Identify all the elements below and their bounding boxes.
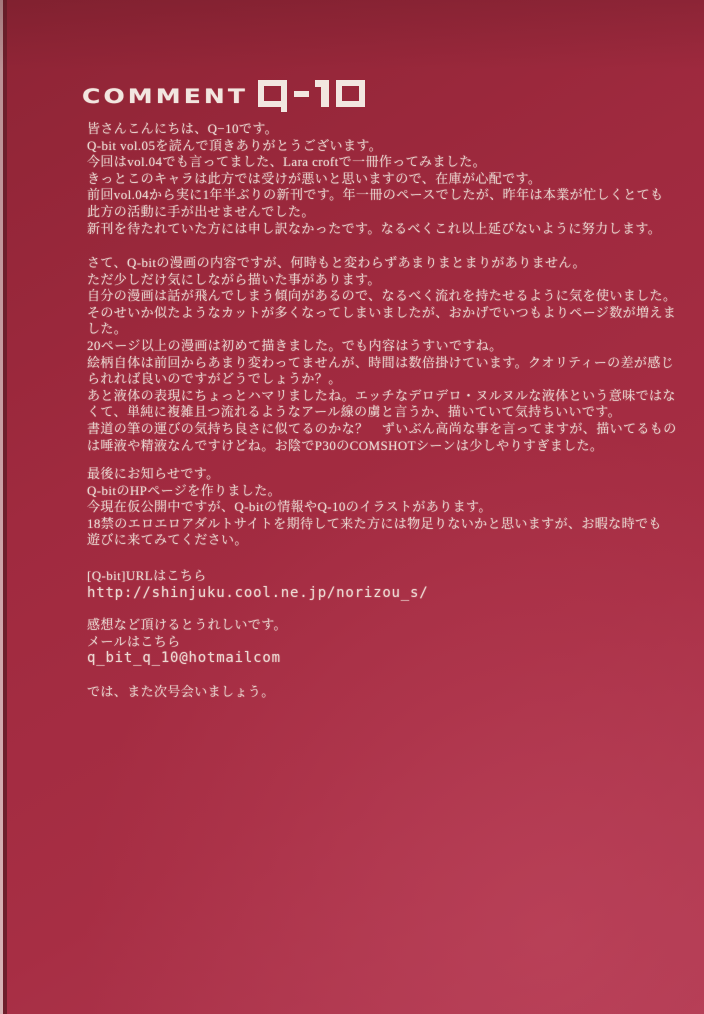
text-line: 18禁のエロエロアダルトサイトを期待して来た方には物足りないかと思いますが、お暇な時でも [87,515,662,531]
text-line: 皆さんこんにちは、Q−10です。 [87,121,279,136]
text-line: は唾液や精液なんですけどね。お陰でP30のCOMSHOTシーンは少しやりすぎました。 [87,437,604,453]
scan-edge-shadow [3,0,7,1014]
text-line: 最後にお知らせです。 [87,466,220,481]
closing-line [87,684,639,701]
text-line: られれば良いのですがどうでしょうか？。 [87,371,342,387]
text-line: メールはこちら [87,633,181,649]
text-line: くて、単純に複雑且つ流れるようなアール線の虜と言うか、描いていて気持ちいいです。 [87,404,622,420]
comment-label: COMMENT [82,85,249,108]
text-line: 20ページ以上の漫画は初めて描きました。でも内容はうすいですね。 [87,337,503,353]
website-announcement-paragraph [87,466,662,549]
text-line: 前回vol.04から実に1年半ぶりの新刊です。年一冊のペースでしたが、昨年は本業が忙しくとても [87,187,664,203]
text-line: 今回はvol.04でも言ってました、Lara croftで一冊作ってみました。 [87,154,487,170]
text-line: きっとこのキャラは此方では受けが悪いと思いますので、在庫が心配です。 [87,170,542,186]
text-line: 新刊を待たれていた方には申し訳なかったです。なるべくこれ以上延びないように努力します。 [87,220,662,236]
text-line: Q-bit vol.05を読んで頂きありがとうございます。 [87,137,383,153]
intro-paragraph [87,121,664,237]
scan-vignette [0,0,704,70]
text-line: した。 [87,321,128,337]
digit-0-glyph [336,80,365,107]
digit-1-glyph [321,80,329,107]
text-line: 絵柄自体は前回からあまり変わってませんが、時間は数倍掛けています。クオリティーの差が感じ [87,354,675,370]
text-line: 今現在仮公開中ですが、Q-bitの情報やQ-10のイラストがあります。 [87,499,492,515]
text-line: Q-bitのHPページを作りました。 [87,482,281,498]
text-line: そのせいか似たようなカットが多くなってしまいましたが、おかげでいつもよりページ数が増えま [87,304,677,320]
url-section [87,568,639,601]
contact-section [87,617,639,667]
page-header [82,80,365,108]
dash-glyph [294,91,309,97]
text-line: 書道の筆の運びの気持ち良さに似てるのかな？ ずいぶん高尚な事を言ってますが、描いてるもの [87,420,677,436]
url-label: [Q-bit]URLはこちら [87,568,207,583]
letter-q-glyph [258,80,287,107]
text-line: さて、Q-bitの漫画の内容ですが、何時もと変わらずあまりまとまりがありません。 [87,255,586,270]
title-q10-logo [258,80,365,108]
text-line: ただ少しだけ気にしながら描いた事があります。 [87,271,381,287]
text-line: 此方の活動に手が出せませんでした。 [87,203,315,219]
email-address: q_bit_q_10@hotmailcom [87,650,281,667]
text-line: 遊びに来てみてください。 [87,532,248,548]
text-line: あと液体の表現にちょっとハマリましたね。エッチなデロデロ・ヌルヌルな液体という意味ではな [87,387,676,403]
manga-notes-paragraph [87,255,677,454]
text-line: では、また次号会いましょう。 [87,684,275,699]
website-url: http://shinjuku.cool.ne.jp/norizou_s/ [87,584,429,601]
text-line: 感想など頂けるとうれしいです。 [87,617,287,632]
text-line: 自分の漫画は話が飛んでしまう傾向があるので、なるべく流れを持たせるように気を使いました。 [87,288,677,304]
